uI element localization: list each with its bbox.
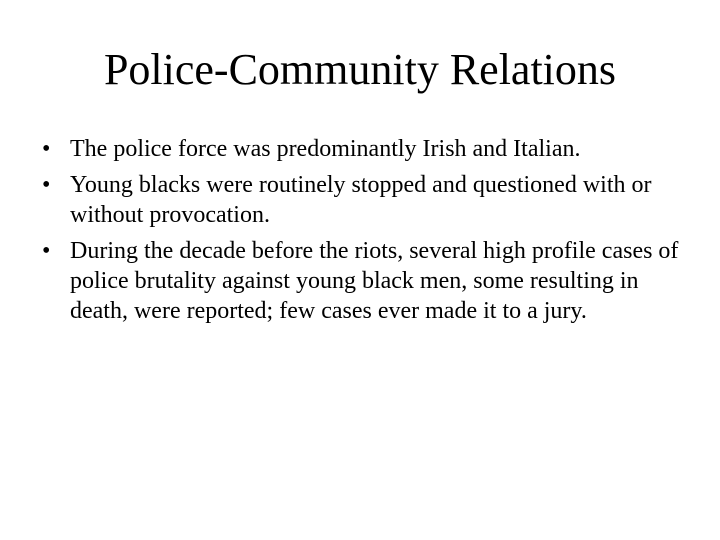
bullet-item	[42, 236, 682, 326]
bullet-text: Young blacks were routinely stopped and questioned with or without provocation.	[70, 172, 652, 228]
bullet-icon: •	[42, 172, 51, 198]
bullet-icon: •	[42, 136, 51, 162]
bullet-text: The police force was predominantly Irish and Italian.	[70, 136, 581, 162]
bullet-item	[42, 134, 682, 164]
slide-title: Police-Community Relations	[103, 45, 617, 94]
bullet-text: During the decade before the riots, several high profile cases of police brutality against young black men, some resulting in death, were reported; few cases ever made it to a jury.	[70, 238, 679, 324]
bullet-icon: •	[42, 238, 51, 264]
bullet-list	[42, 134, 682, 332]
bullet-item	[42, 170, 682, 230]
